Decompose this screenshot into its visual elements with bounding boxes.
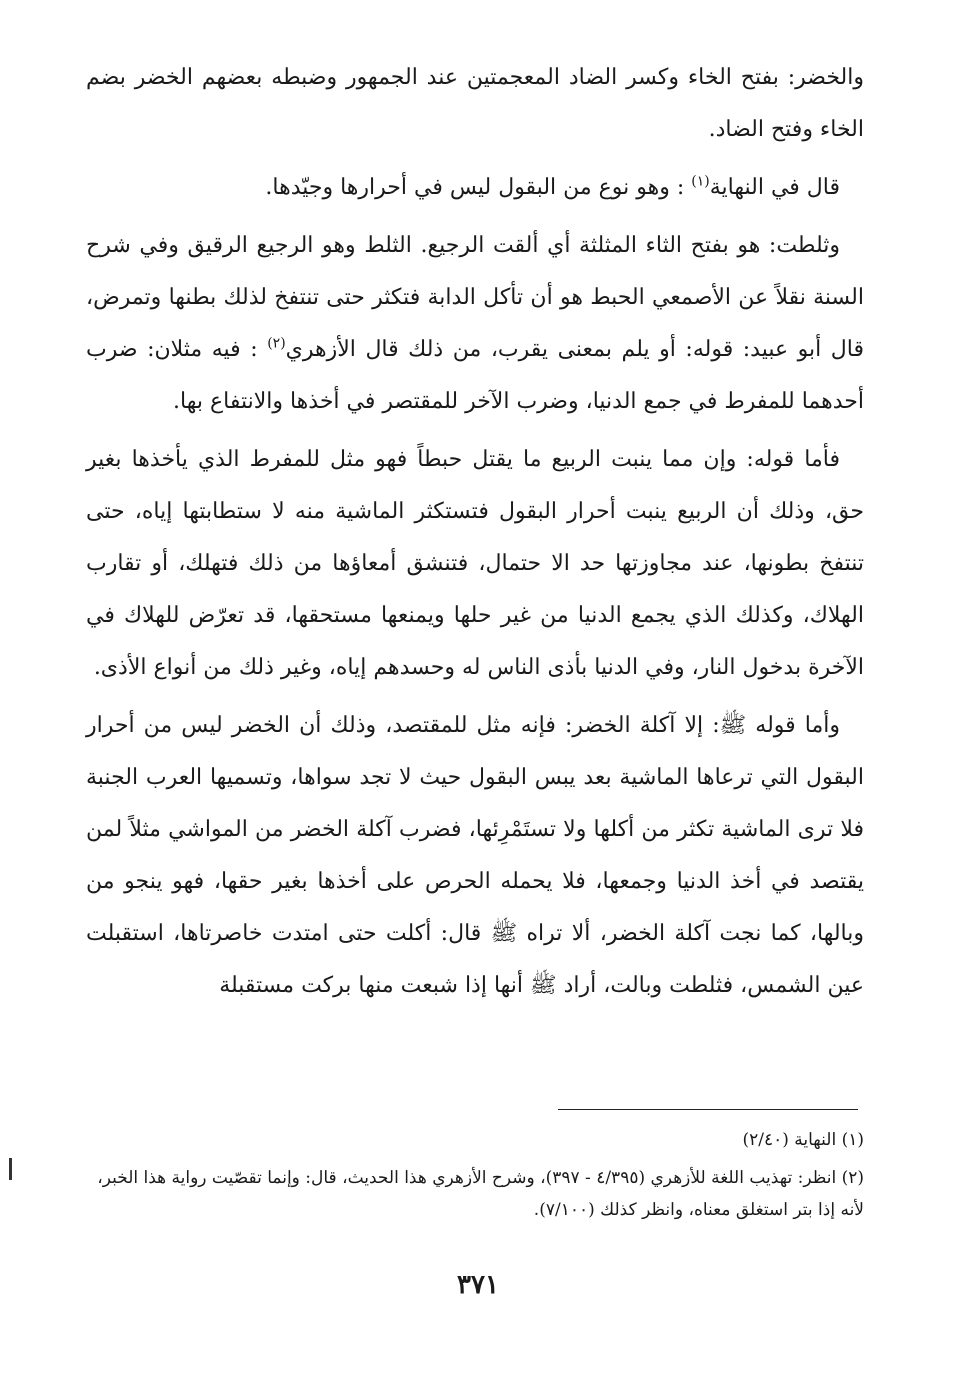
paragraph-mufrit: فأما قوله: وإن مما ينبت الربيع ما يقتل حبطاً فهو مثل للمفرط الذي يأخذها بغير حق، وذلك أن الربيع ينبت أحرار البقول فتستكثر الماشية منه لا ستطابتها إياه، حتى تنتفخ بطونها، عند مجاوزتها حد الا حتمال، فتنشق أمعاؤها من ذلك فتهلك، أو تقارب الهلاك، وكذلك الذي يجمع الدنيا من غير حلها ويمنعها مستحقها، قد تعرّض للهلاك في الآخرة بدخول النار، وفي الدنيا بأذى الناس له وحسدهم إياه، وغير ذلك من أنواع الأذى.: [86, 447, 864, 680]
footnote-separator: [558, 1109, 858, 1110]
footnote-ref-1[interactable]: (١): [691, 173, 710, 190]
footnote-1: (١) النهاية (٢/٤٠): [742, 1130, 864, 1150]
thalatat-text: وثلطت: هو بفتح الثاء المثلثة أي ألقت الرجيع. الثلط وهو الرجيع الرقيق وفي شرح السنة نقلاً عن الأصمعي الحبط هو أن تأكل الدابة فتكثر حتى تنتفخ لذلك بطنها وتمرض، قال أبو عبيد: قوله: أو يلم بمعنى يقرب، من ذلك قال الأزهري: [86, 233, 864, 362]
scan-margin-mark: [9, 1158, 12, 1180]
footnotes: [86, 1124, 864, 1232]
nihaya-text: وهو نوع من البقول ليس في أحرارها وجيّدها.: [265, 175, 670, 200]
paragraph-khadir-definition: والخضر: بفتح الخاء وكسر الضاد المعجمتين عند الجمهور وضبطه بعضهم الخضر بضم الخاء وفتح الضاد.: [86, 65, 864, 142]
paragraph-muqtasid: وأما قوله ﷺ: إلا آكلة الخضر: فإنه مثل للمقتصد، وذلك أن الخضر ليس من أحرار البقول التي ترعاها الماشية بعد يبس البقول حيث لا تجد سواها، وتسميها العرب الجنبة فلا ترى الماشية تكثر من أكلها ولا تستَمْرِئها، فضرب آكلة الخضر من المواشي مثلاً لمن يقتصد في أخذ الدنيا وجمعها، فلا يحمله الحرص على أخذها بغير حقها، فهو ينجو من وبالها، كما نجت آكلة الخضر، ألا تراه ﷺ قال: أكلت حتى امتدت خاصرتاها، استقبلت عين الشمس، فثلطت وبالت، أراد ﷺ أنها إذا شبعت منها بركت مستقبلة: [86, 713, 864, 998]
footnote-ref-2[interactable]: (٢): [267, 335, 286, 352]
paragraph-nihaya-quote: قال في النهاية$^{(١)}$ : وهو نوع من البقول ليس في أحرارها وجيّدها.: [265, 173, 840, 200]
nihaya-prefix: قال في النهاية: [709, 175, 840, 200]
page-number: ٣٧١: [457, 1270, 499, 1300]
thalatat-continuation: : فيه مثلان: ضرب أحدهما للمفرط في جمع الدنيا، وضرب الآخر للمقتصر في أخذها والانتفاع بها.: [86, 337, 864, 414]
footnote-2: (٢) انظر: تهذيب اللغة للأزهري (٤/٣٩٥ - ٣٩٧)، وشرح الأزهري هذا الحديث، قال: وإنما تقصّيت رواية هذا الخبر، لأنه إذا بتر استغلق معناه، وانظر كذلك (٧/١٠٠).: [97, 1168, 864, 1220]
paragraph-thalatat: [86, 220, 864, 428]
main-text: [86, 52, 864, 1018]
